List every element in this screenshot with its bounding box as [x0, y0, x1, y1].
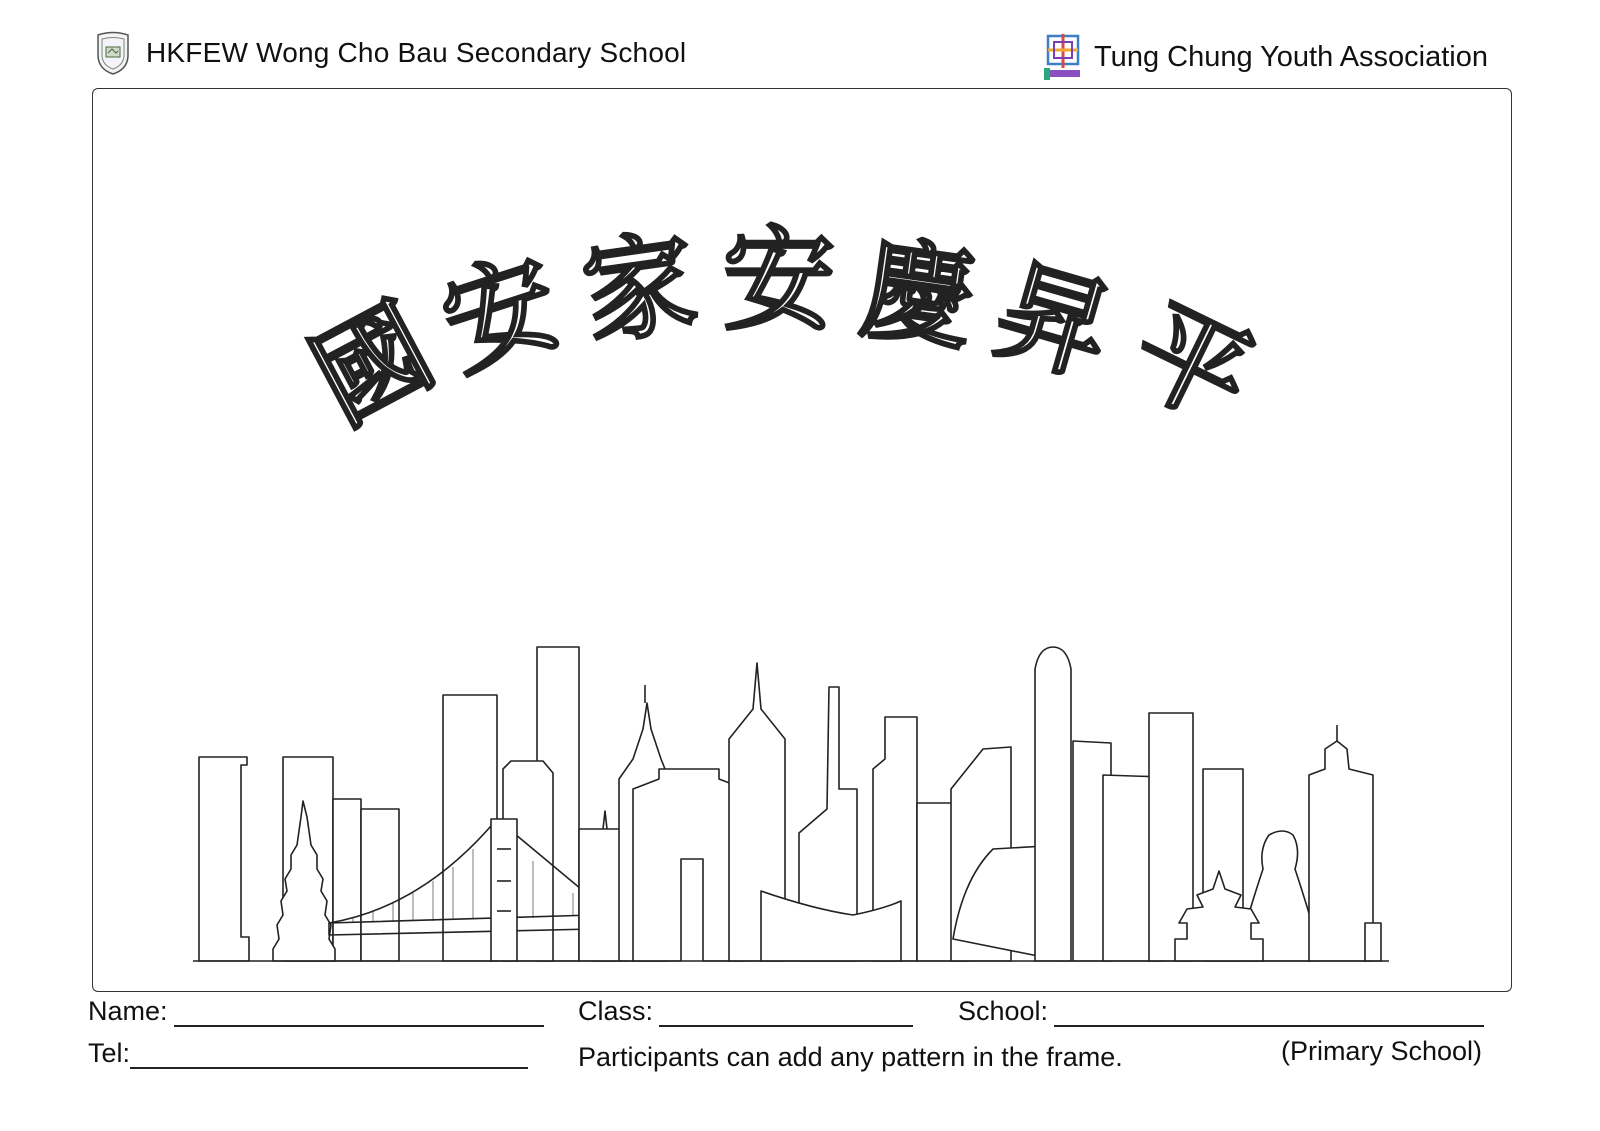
drawing-frame	[92, 88, 1512, 992]
school-field[interactable]	[958, 996, 1484, 1027]
header-association	[1044, 30, 1488, 84]
tel-field[interactable]	[88, 1038, 528, 1069]
class-label: Class:	[578, 996, 654, 1026]
title-char: 昇	[981, 244, 1126, 401]
association-name: Tung Chung Youth Association	[1094, 40, 1488, 73]
tel-label: Tel:	[88, 1038, 131, 1068]
header-school	[94, 30, 686, 76]
title-char: 安	[723, 216, 835, 346]
school-category: (Primary School)	[1280, 1036, 1482, 1066]
association-logo-icon	[1044, 32, 1084, 82]
title-char: 國	[293, 281, 454, 450]
title-char: 家	[575, 217, 705, 362]
name-input-line[interactable]	[174, 1001, 544, 1027]
school-crest-icon	[94, 31, 132, 75]
hong-kong-skyline-outline	[93, 89, 1513, 993]
school-name: HKFEW Wong Cho Bau Secondary School	[146, 37, 687, 68]
title-char: 慶	[853, 223, 983, 368]
school-input-line[interactable]	[1054, 1001, 1484, 1027]
school-label: School:	[958, 996, 1049, 1026]
class-field[interactable]	[578, 996, 913, 1027]
name-label: Name:	[88, 996, 168, 1026]
title-char: 平	[1112, 281, 1271, 448]
instruction-text: Participants can add any pattern in the frame.	[578, 1042, 1123, 1072]
tel-input-line[interactable]	[130, 1043, 528, 1069]
title-char: 安	[427, 235, 575, 394]
name-field[interactable]	[88, 996, 544, 1027]
class-input-line[interactable]	[659, 1001, 913, 1027]
